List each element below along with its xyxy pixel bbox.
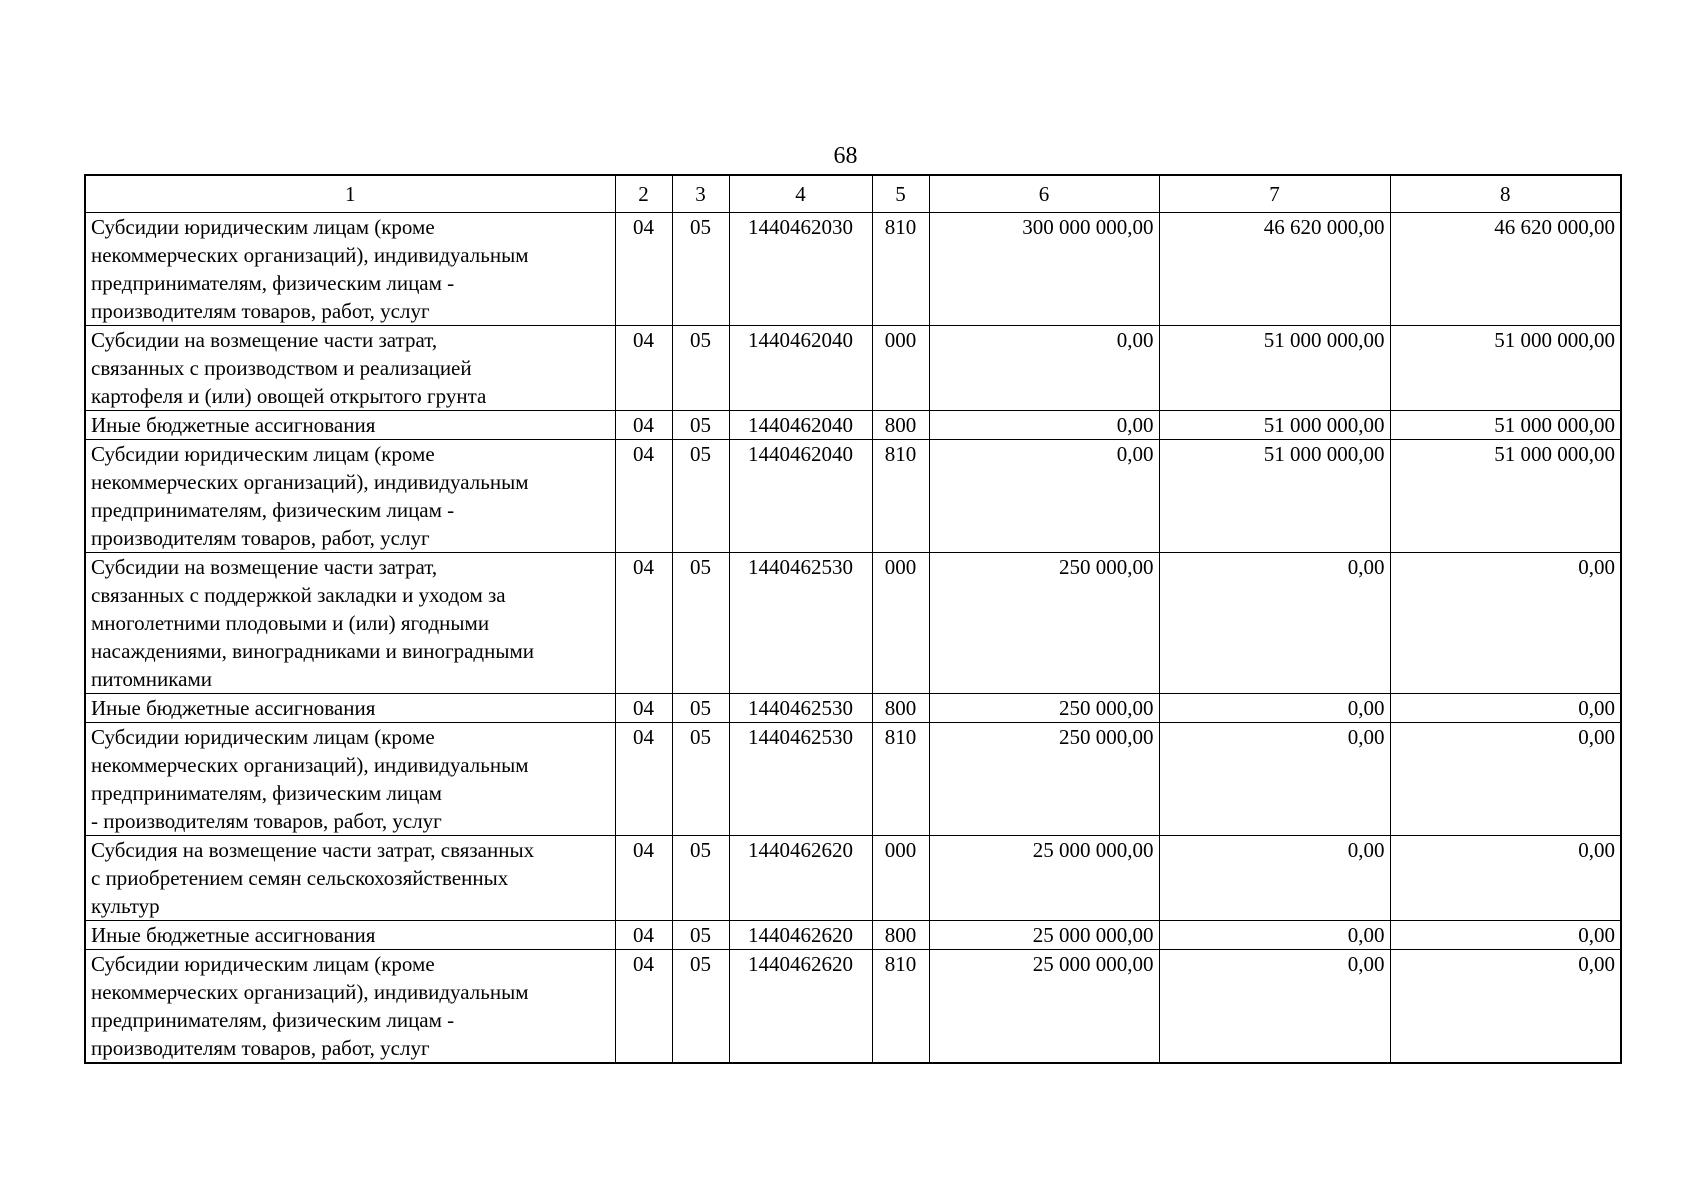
amount-col-8: 46 620 000,00 (1390, 213, 1621, 326)
section-code: 04 (615, 440, 672, 553)
header-col-5: 5 (872, 175, 929, 213)
expense-type-code: 810 (872, 950, 929, 1064)
expense-type-code: 810 (872, 440, 929, 553)
row-name-line: с приобретением семян сельскохозяйственных (91, 866, 509, 890)
row-name-line: Субсидии юридическим лицам (кроме (91, 725, 435, 749)
budget-table (84, 174, 1622, 1064)
target-article-code: 1440462040 (729, 440, 872, 553)
amount-col-8: 51 000 000,00 (1390, 411, 1621, 440)
row-name (85, 950, 615, 1064)
table-row (85, 836, 1621, 921)
expense-type-code: 810 (872, 723, 929, 836)
expense-type-code: 810 (872, 213, 929, 326)
row-name-line: Субсидии юридическим лицам (кроме (91, 442, 435, 466)
row-name-line: - производителям товаров, работ, услуг (91, 809, 442, 833)
amount-col-6: 25 000 000,00 (929, 836, 1159, 921)
amount-col-7: 0,00 (1159, 921, 1390, 950)
amount-col-6: 0,00 (929, 411, 1159, 440)
row-name-line: культур (91, 894, 160, 918)
target-article-code: 1440462530 (729, 553, 872, 694)
row-name-line: Субсидии на возмещение части затрат, (91, 328, 438, 352)
section-code: 04 (615, 694, 672, 723)
amount-col-6: 25 000 000,00 (929, 950, 1159, 1064)
row-name-line: Субсидии юридическим лицам (кроме (91, 215, 435, 239)
amount-col-7: 0,00 (1159, 950, 1390, 1064)
subsection-code: 05 (672, 213, 729, 326)
row-name-line: предпринимателям, физическим лицам - (91, 271, 455, 295)
header-col-6: 6 (929, 175, 1159, 213)
subsection-code: 05 (672, 723, 729, 836)
row-name (85, 836, 615, 921)
row-name-line: связанных с производством и реализацией (91, 356, 472, 380)
row-name-line: Субсидии на возмещение части затрат, (91, 555, 438, 579)
row-name-line: связанных с поддержкой закладки и уходом за (91, 583, 506, 607)
section-code: 04 (615, 326, 672, 411)
target-article-code: 1440462620 (729, 921, 872, 950)
table-row (85, 440, 1621, 553)
expense-type-code: 800 (872, 411, 929, 440)
row-name-line: производителям товаров, работ, услуг (91, 299, 430, 323)
subsection-code: 05 (672, 694, 729, 723)
row-name-line: картофеля и (или) овощей открытого грунта (91, 384, 487, 408)
row-name-line: некоммерческих организаций), индивидуальным (91, 243, 529, 267)
amount-col-6: 250 000,00 (929, 553, 1159, 694)
row-name (85, 553, 615, 694)
section-code: 04 (615, 553, 672, 694)
row-name (85, 921, 615, 950)
row-name-line: питомниками (91, 667, 212, 691)
table-row (85, 411, 1621, 440)
row-name-line: некоммерческих организаций), индивидуальным (91, 980, 529, 1004)
subsection-code: 05 (672, 553, 729, 694)
amount-col-7: 46 620 000,00 (1159, 213, 1390, 326)
section-code: 04 (615, 213, 672, 326)
table-row (85, 950, 1621, 1064)
expense-type-code: 000 (872, 836, 929, 921)
amount-col-6: 300 000 000,00 (929, 213, 1159, 326)
row-name-line: предпринимателям, физическим лицам (91, 781, 442, 805)
section-code: 04 (615, 836, 672, 921)
row-name-line: некоммерческих организаций), индивидуальным (91, 470, 529, 494)
amount-col-8: 0,00 (1390, 921, 1621, 950)
subsection-code: 05 (672, 921, 729, 950)
target-article-code: 1440462030 (729, 213, 872, 326)
amount-col-7: 51 000 000,00 (1159, 440, 1390, 553)
table-row (85, 213, 1621, 326)
section-code: 04 (615, 921, 672, 950)
subsection-code: 05 (672, 836, 729, 921)
subsection-code: 05 (672, 440, 729, 553)
expense-type-code: 000 (872, 326, 929, 411)
table-row (85, 921, 1621, 950)
amount-col-7: 0,00 (1159, 694, 1390, 723)
row-name-line: Субсидия на возмещение части затрат, связанных (91, 838, 535, 862)
row-name (85, 723, 615, 836)
table-body (85, 213, 1621, 1064)
amount-col-8: 0,00 (1390, 694, 1621, 723)
amount-col-8: 51 000 000,00 (1390, 326, 1621, 411)
target-article-code: 1440462040 (729, 411, 872, 440)
header-col-7: 7 (1159, 175, 1390, 213)
target-article-code: 1440462040 (729, 326, 872, 411)
table-row (85, 694, 1621, 723)
amount-col-8: 0,00 (1390, 553, 1621, 694)
subsection-code: 05 (672, 950, 729, 1064)
amount-col-7: 51 000 000,00 (1159, 411, 1390, 440)
section-code: 04 (615, 950, 672, 1064)
target-article-code: 1440462620 (729, 836, 872, 921)
row-name-line: предпринимателям, физическим лицам - (91, 1008, 455, 1032)
row-name-line: насаждениями, виноградниками и виноградными (91, 639, 534, 663)
row-name-line: Иные бюджетные ассигнования (91, 413, 376, 437)
target-article-code: 1440462620 (729, 950, 872, 1064)
amount-col-7: 0,00 (1159, 553, 1390, 694)
amount-col-7: 0,00 (1159, 836, 1390, 921)
row-name (85, 326, 615, 411)
table-row (85, 553, 1621, 694)
row-name (85, 694, 615, 723)
subsection-code: 05 (672, 411, 729, 440)
subsection-code: 05 (672, 326, 729, 411)
header-col-2: 2 (615, 175, 672, 213)
amount-col-8: 0,00 (1390, 836, 1621, 921)
amount-col-8: 0,00 (1390, 723, 1621, 836)
target-article-code: 1440462530 (729, 723, 872, 836)
row-name-line: производителям товаров, работ, услуг (91, 1036, 430, 1060)
target-article-code: 1440462530 (729, 694, 872, 723)
row-name-line: производителям товаров, работ, услуг (91, 526, 430, 550)
header-row (85, 175, 1621, 213)
expense-type-code: 800 (872, 921, 929, 950)
page-number: 68 (833, 143, 858, 169)
section-code: 04 (615, 723, 672, 836)
row-name-line: Иные бюджетные ассигнования (91, 923, 376, 947)
row-name-line: Иные бюджетные ассигнования (91, 696, 376, 720)
table-row (85, 326, 1621, 411)
row-name-line: Субсидии юридическим лицам (кроме (91, 952, 435, 976)
row-name (85, 213, 615, 326)
amount-col-6: 250 000,00 (929, 694, 1159, 723)
amount-col-7: 0,00 (1159, 723, 1390, 836)
header-col-8: 8 (1390, 175, 1621, 213)
header-col-4: 4 (729, 175, 872, 213)
expense-type-code: 800 (872, 694, 929, 723)
amount-col-8: 0,00 (1390, 950, 1621, 1064)
amount-col-8: 51 000 000,00 (1390, 440, 1621, 553)
section-code: 04 (615, 411, 672, 440)
amount-col-6: 25 000 000,00 (929, 921, 1159, 950)
row-name (85, 411, 615, 440)
row-name (85, 440, 615, 553)
amount-col-6: 0,00 (929, 440, 1159, 553)
row-name-line: некоммерческих организаций), индивидуальным (91, 753, 529, 777)
amount-col-6: 0,00 (929, 326, 1159, 411)
amount-col-7: 51 000 000,00 (1159, 326, 1390, 411)
table-row (85, 723, 1621, 836)
header-col-3: 3 (672, 175, 729, 213)
row-name-line: предпринимателям, физическим лицам - (91, 498, 455, 522)
expense-type-code: 000 (872, 553, 929, 694)
row-name-line: многолетними плодовыми и (или) ягодными (91, 611, 490, 635)
amount-col-6: 250 000,00 (929, 723, 1159, 836)
header-col-1: 1 (85, 175, 615, 213)
